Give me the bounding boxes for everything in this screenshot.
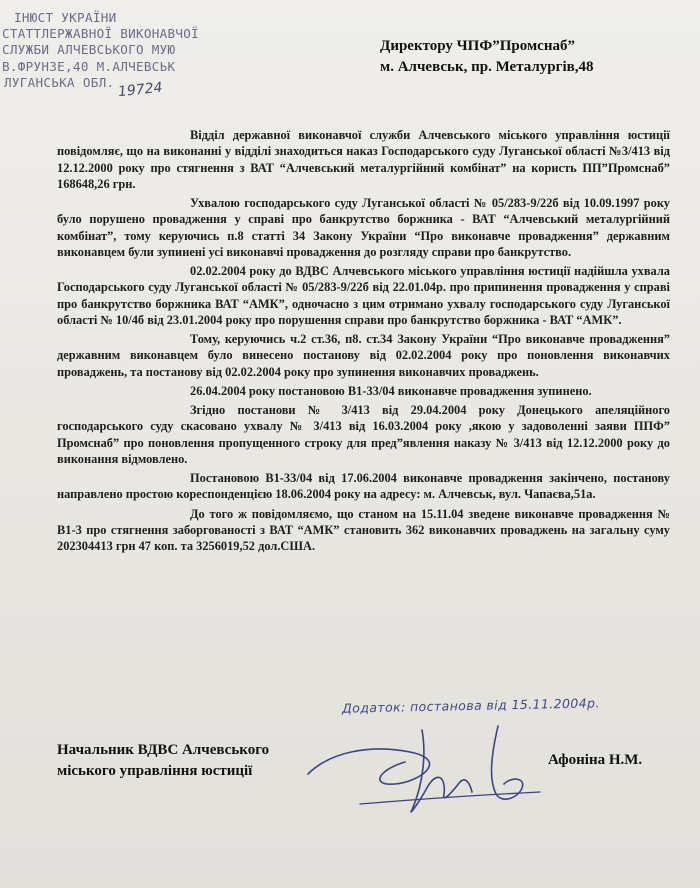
paragraph: 26.04.2004 року постановою В1-33/04 виконавче провадження зупинено. — [190, 383, 592, 398]
handwritten-signature — [300, 712, 550, 822]
stamp-line: В.ФРУНЗЕ,40 М.АЛЧЕВСЬК — [2, 58, 176, 74]
handwritten-attachment-note: Додаток: постанова від 15.11.2004р. — [341, 695, 600, 716]
paragraph: Тому, керуючись ч.2 ст.36, п8. ст.34 Закону України “Про виконавче провадження” державним виконавцем було винесено постанову від 02.02.2004 року про поновлення виконавчих проваджень, та постанову від 02.02.2004 року про зупинення виконавчих проваджень. — [57, 332, 670, 379]
stamp-line: ЛУГАНСЬКА ОБЛ. — [4, 74, 115, 90]
signatory-title-line: Начальник ВДВС Алчевського — [57, 742, 270, 758]
stamp-line: ІНЮСТ УКРАЇНИ — [14, 10, 117, 25]
registration-number: 19724 — [117, 79, 164, 101]
paragraph: Відділ державної виконавчої служби Алчевського міського управління юстиції повідомляє, що на виконанні у відділі знаходиться наказ Господарського суду Луганської області №3/413 від 12.12.2000 року про стягнення з ВАТ “Алчевський металургійний комбінат” на користь ПП”Промснаб” 168648,26 грн. — [57, 128, 670, 191]
addressee-line: Директору ЧПФ”Промснаб” — [380, 38, 575, 54]
paragraph: 02.02.2004 року до ВДВС Алчевського міського управління юстиції надійшла ухвала Господарського суду Луганської області № 05/283-9/22б від 22.01.04р. про припинення провадження у справі про банкрутство боржника ВАТ “АМК”, одночасно з цим отримано ухвалу господарського суду Луганської області № 10/4б від 23.01.2004 року про порушення справи про банкрутство боржника - ВАТ “АМК”. — [57, 264, 670, 327]
addressee-block — [380, 36, 593, 78]
addressee-address: м. Алчевськ, пр. Металургів,48 — [380, 59, 594, 75]
paragraph: Згідно постанови № 3/413 від 29.04.2004 року Донецького апеляційного господарського суду скасовано ухвалу № 3/413 від 16.03.2004 року ,якою у задоволенні заяви ППФ” Промснаб” про поновлення пропущенного строку для пред”явлення наказу № 3/413 від 12.12.2000 року до виконання відмовлено. — [57, 403, 670, 466]
signatory-title — [57, 740, 269, 782]
signatory-name: Афоніна Н.М. — [548, 752, 643, 768]
paragraph: Ухвалою господарського суду Луганської області № 05/283-9/22б від 10.09.1997 року було порушено провадження у справі про банкрутство боржника - ВАТ “Алчевський металургійний комбінат”, тому керуючись п.8 статті 34 Закону України “Про виконавче провадження” державним виконавцем були зупинені усі виконавчі провадження до розгляду справи про банкрутство. — [57, 196, 670, 259]
paragraph: Постановою В1-33/04 від 17.06.2004 виконавче провадження закінчено, постанову направлено простою кореспонденцією 18.06.2004 року на адресу: м. Алчевськ, вул. Чапаєва,51а. — [57, 471, 670, 502]
letter-body — [57, 127, 670, 557]
paragraph: До того ж повідомляємо, що станом на 15.11.04 зведене виконавче провадження № В1-3 про стягнення заборгованості з ВАТ “АМК” становить 362 виконавчих проваджень на загальну суму 202304413 грн 47 коп. та 3256019,52 дол.США. — [57, 506, 670, 553]
signatory-title-line: міського управління юстиції — [57, 763, 253, 779]
official-stamp — [2, 10, 207, 91]
stamp-line: СТАТТЛЕРЖАВНОЇ ВИКОНАВЧОЇ — [2, 26, 200, 42]
stamp-line: СЛУЖБИ АЛЧЕВСЬКОГО МУЮ — [2, 42, 176, 58]
